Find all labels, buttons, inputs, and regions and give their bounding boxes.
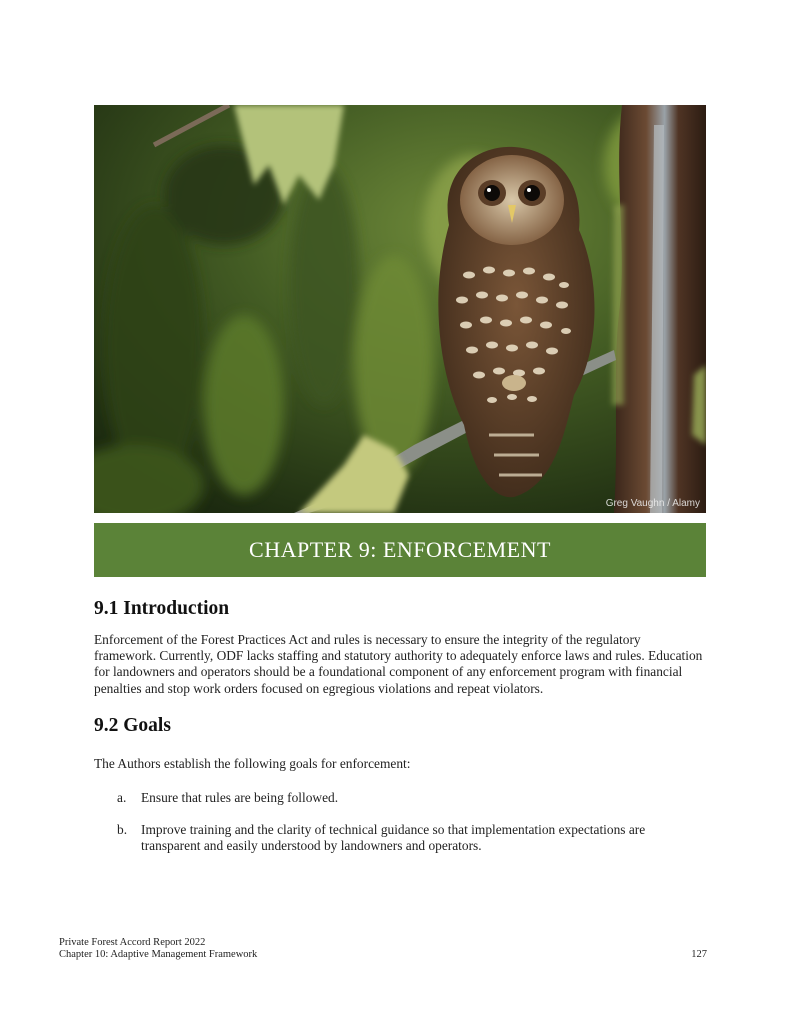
footer-report-title: Private Forest Accord Report 2022 bbox=[59, 937, 206, 948]
chapter-banner bbox=[94, 523, 706, 577]
chapter-photo bbox=[94, 105, 706, 513]
chapter-title: CHAPTER 9: ENFORCEMENT bbox=[249, 537, 551, 562]
section-heading-goals: 9.2 Goals bbox=[94, 714, 171, 736]
list-item-marker: a. bbox=[117, 790, 127, 806]
photo-credit: Greg Vaughn / Alamy bbox=[605, 498, 700, 509]
footer-chapter-title: Chapter 10: Adaptive Management Framework bbox=[59, 949, 258, 960]
page-number: 127 bbox=[691, 949, 707, 960]
page-footer bbox=[59, 937, 707, 961]
goals-lead-paragraph: The Authors establish the following goals for enforcement: bbox=[94, 755, 411, 771]
list-item-marker: b. bbox=[117, 822, 128, 838]
chapter-content bbox=[94, 598, 706, 871]
list-item-text: Ensure that rules are being followed. bbox=[141, 790, 339, 806]
goals-list bbox=[94, 790, 706, 855]
list-item-text: Improve training and the clarity of technical guidance so that implementation expectations are transparent and easily understood by landowners and operators. bbox=[141, 822, 646, 854]
introduction-paragraph: Enforcement of the Forest Practices Act and rules is necessary to ensure the integrity of the regulatory framework. Currently, ODF lacks staffing and statutory authority to adequately enforce laws and rules. Education for landowners and operators should be a foundational component of any enforcement program with financial penalties and stop work orders focused on egregious violations and repeat violators. bbox=[94, 632, 703, 696]
list-item bbox=[117, 822, 706, 854]
spotted-owl-photo bbox=[94, 105, 706, 513]
list-item bbox=[117, 790, 706, 806]
section-heading-introduction: 9.1 Introduction bbox=[94, 598, 230, 619]
